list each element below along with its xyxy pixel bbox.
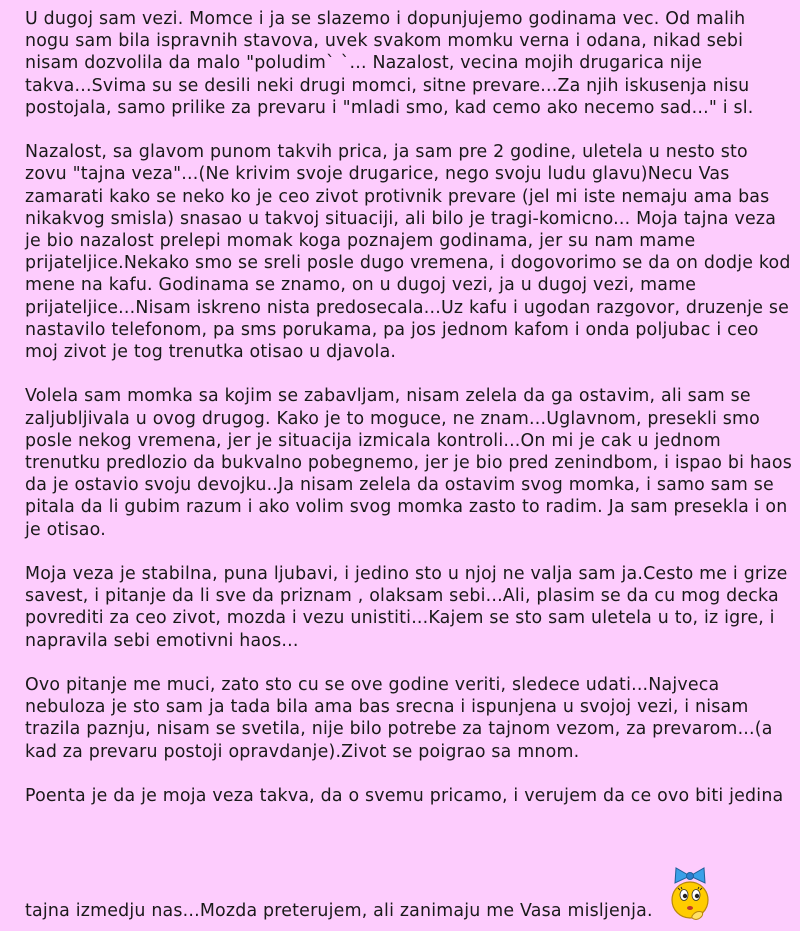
post-body	[25, 8, 795, 829]
bow-icon	[675, 868, 705, 883]
post-paragraph-2: Nazalost, sa glavom punom takvih prica, ja sam pre 2 godine, uletela u nesto sto zovu "tajna veza"...(Ne krivim svoje drugarice, nego svoju ludu glavu)Necu Vas zamarati kako se neko ko je ceo zivot protivnik prevare (jel mi iste nemaju ama bas nikakvog smisla) snasao u takvoj situaciji, ali bilo je tragi-komicno... Moja tajna veza je bio nazalost prelepi momak koga poznajem godinama, jer su nam mame prijateljice.Nekako smo se sreli posle dugo vremena, i dogovorimo se da on dodje kod mene na kafu. Godinama se znamo, on u dugoj vezi, ja u dugoj vezi, mame prijateljice...Nisam iskreno nista predosecala...Uz kafu i ugodan razgovor, druzenje se nastavilo telefonom, pa sms porukama, pa jos jednom kafom i onda poljubac i ceo moj zivot je tog trenutka otisao u djavola.	[25, 142, 791, 363]
thinking-girl-emoticon-icon	[666, 866, 714, 924]
post-paragraph-1: U dugoj sam vezi. Momce i ja se slazemo i dopunjujemo godinama vec. Od malih nogu sam bila ispravnih stavova, uvek svakom momku verna i odana, nikad sebi nisam dozvolila da malo "poludim` `... Nazalost, vecina mojih drugarica nije takva...Svima su se desili neki drugi momci, sitne prevare...Za njih iskusenja nisu postojala, samo prilike za prevaru i "mladi smo, kad cemo ako necemo sad..." i sl.	[25, 9, 754, 118]
post-closing-line: tajna izmedju nas...Mozda preterujem, ali zanimaju me Vasa misljenja.	[25, 901, 653, 921]
post-paragraph-3: Volela sam momka sa kojim se zabavljam, nisam zelela da ga ostavim, ali sam se zaljubljivala u ovog drugog. Kako je to moguce, ne znam...Uglavnom, presekli smo posle nekog vremena, jer je situacija izmicala kontroli...On mi je cak u jednom trenutku predlozio da bukvalno pobegnemo, jer je bio pred zenindbom, i ispao bi haos da je ostavio svoju devojku..Ja nisam zelela da ostavim svog momka, i samo sam se pitala da li gubim razum i ako volim svog momka zasto to radim. Ja sam presekla i on je otisao.	[25, 386, 793, 540]
post-paragraph-5: Ovo pitanje me muci, zato sto cu se ove godine veriti, sledece udati...Najveca nebuloza je sto sam ja tada bila ama bas srecna i ispunjena u svojoj vezi, i nisam trazila paznju, nisam se svetila, nije bilo potrebe za tajnom vezom, za prevarom...(a kad za prevaru postoji opravdanje).Zivot se poigrao sa mnom.	[25, 675, 773, 762]
post-paragraph-6: Poenta je da je moja veza takva, da o svemu pricamo, i verujem da ce ovo biti jedina	[25, 786, 784, 807]
post-paragraph-4: Moja veza je stabilna, puna ljubavi, i jedino sto u njoj ne valja sam ja.Cesto me i grize savest, i pitanje da li sve da priznam , olaksam sebi...Ali, plasim se da cu mog decka povrediti za ceo zivot, mozda i vezu unistiti...Kajem se sto sam uletela u to, iz igre, i napravila sebi emotivni haos...	[25, 564, 788, 651]
